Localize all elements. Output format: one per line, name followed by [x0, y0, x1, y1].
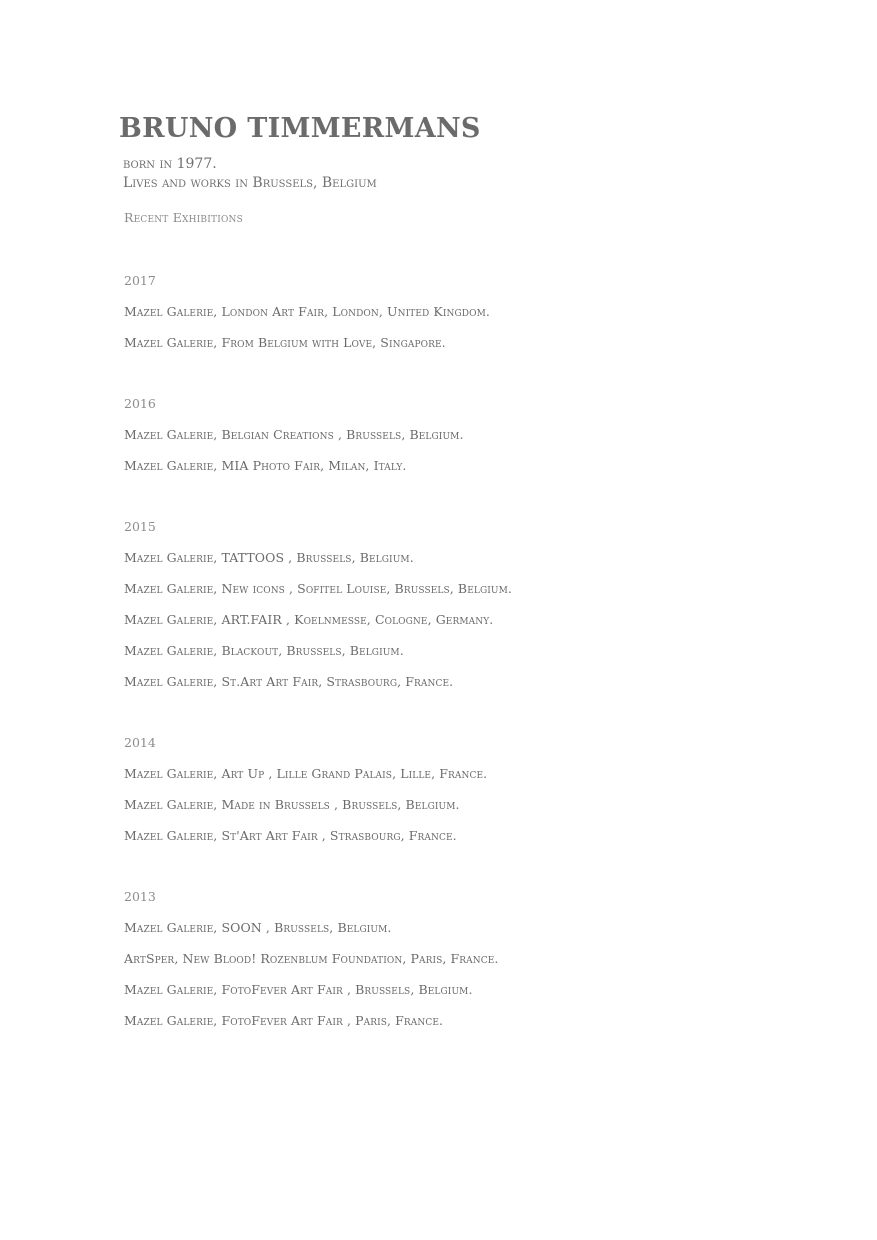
year-heading: 2017: [124, 273, 156, 288]
year-block: [124, 889, 512, 1044]
exhibition-entry: Mazel Galerie, Art Up , Lille Grand Palais, Lille, France.: [124, 766, 488, 781]
exhibition-entry: Mazel Galerie, ART.FAIR , Koelnmesse, Cologne, Germany.: [124, 612, 494, 627]
section-label: Recent Exhibitions: [124, 210, 243, 225]
residence-line: Lives and works in Brussels, Belgium: [123, 175, 377, 191]
birth-line: born in 1977.: [123, 156, 217, 172]
exhibition-entry: Mazel Galerie, London Art Fair, London, United Kingdom.: [124, 304, 490, 319]
exhibition-entry: Mazel Galerie, SOON , Brussels, Belgium.: [124, 920, 392, 935]
year-block: [124, 396, 512, 489]
year-block: [124, 519, 512, 705]
exhibition-entry: ArtSper, New Blood! Rozenblum Foundation, Paris, France.: [124, 951, 499, 966]
exhibition-entry: Mazel Galerie, Blackout, Brussels, Belgium.: [124, 643, 404, 658]
bio: [123, 155, 481, 193]
year-heading: 2013: [124, 889, 156, 904]
year-heading: 2014: [124, 735, 156, 750]
exhibition-entry: Mazel Galerie, FotoFever Art Fair , Brussels, Belgium.: [124, 982, 473, 997]
year-block: [124, 273, 512, 366]
exhibition-entry: Mazel Galerie, From Belgium with Love, Singapore.: [124, 335, 446, 350]
exhibition-entry: Mazel Galerie, New icons , Sofitel Louise, Brussels, Belgium.: [124, 581, 512, 596]
year-heading: 2016: [124, 396, 156, 411]
exhibition-entry: Mazel Galerie, Made in Brussels , Brussels, Belgium.: [124, 797, 460, 812]
artist-name: BRUNO TIMMERMANS: [119, 113, 481, 144]
exhibition-entry: Mazel Galerie, TATTOOS , Brussels, Belgium.: [124, 550, 414, 565]
exhibition-entry: Mazel Galerie, St.Art Art Fair, Strasbourg, France.: [124, 674, 454, 689]
exhibition-entry: Mazel Galerie, MIA Photo Fair, Milan, Italy.: [124, 458, 407, 473]
exhibition-entry: Mazel Galerie, FotoFever Art Fair , Paris, France.: [124, 1013, 444, 1028]
exhibition-list: [124, 273, 512, 1074]
exhibition-entry: Mazel Galerie, St'Art Art Fair , Strasbourg, France.: [124, 828, 457, 843]
year-block: [124, 735, 512, 859]
header: [119, 112, 481, 193]
exhibition-entry: Mazel Galerie, Belgian Creations , Brussels, Belgium.: [124, 427, 464, 442]
year-heading: 2015: [124, 519, 156, 534]
